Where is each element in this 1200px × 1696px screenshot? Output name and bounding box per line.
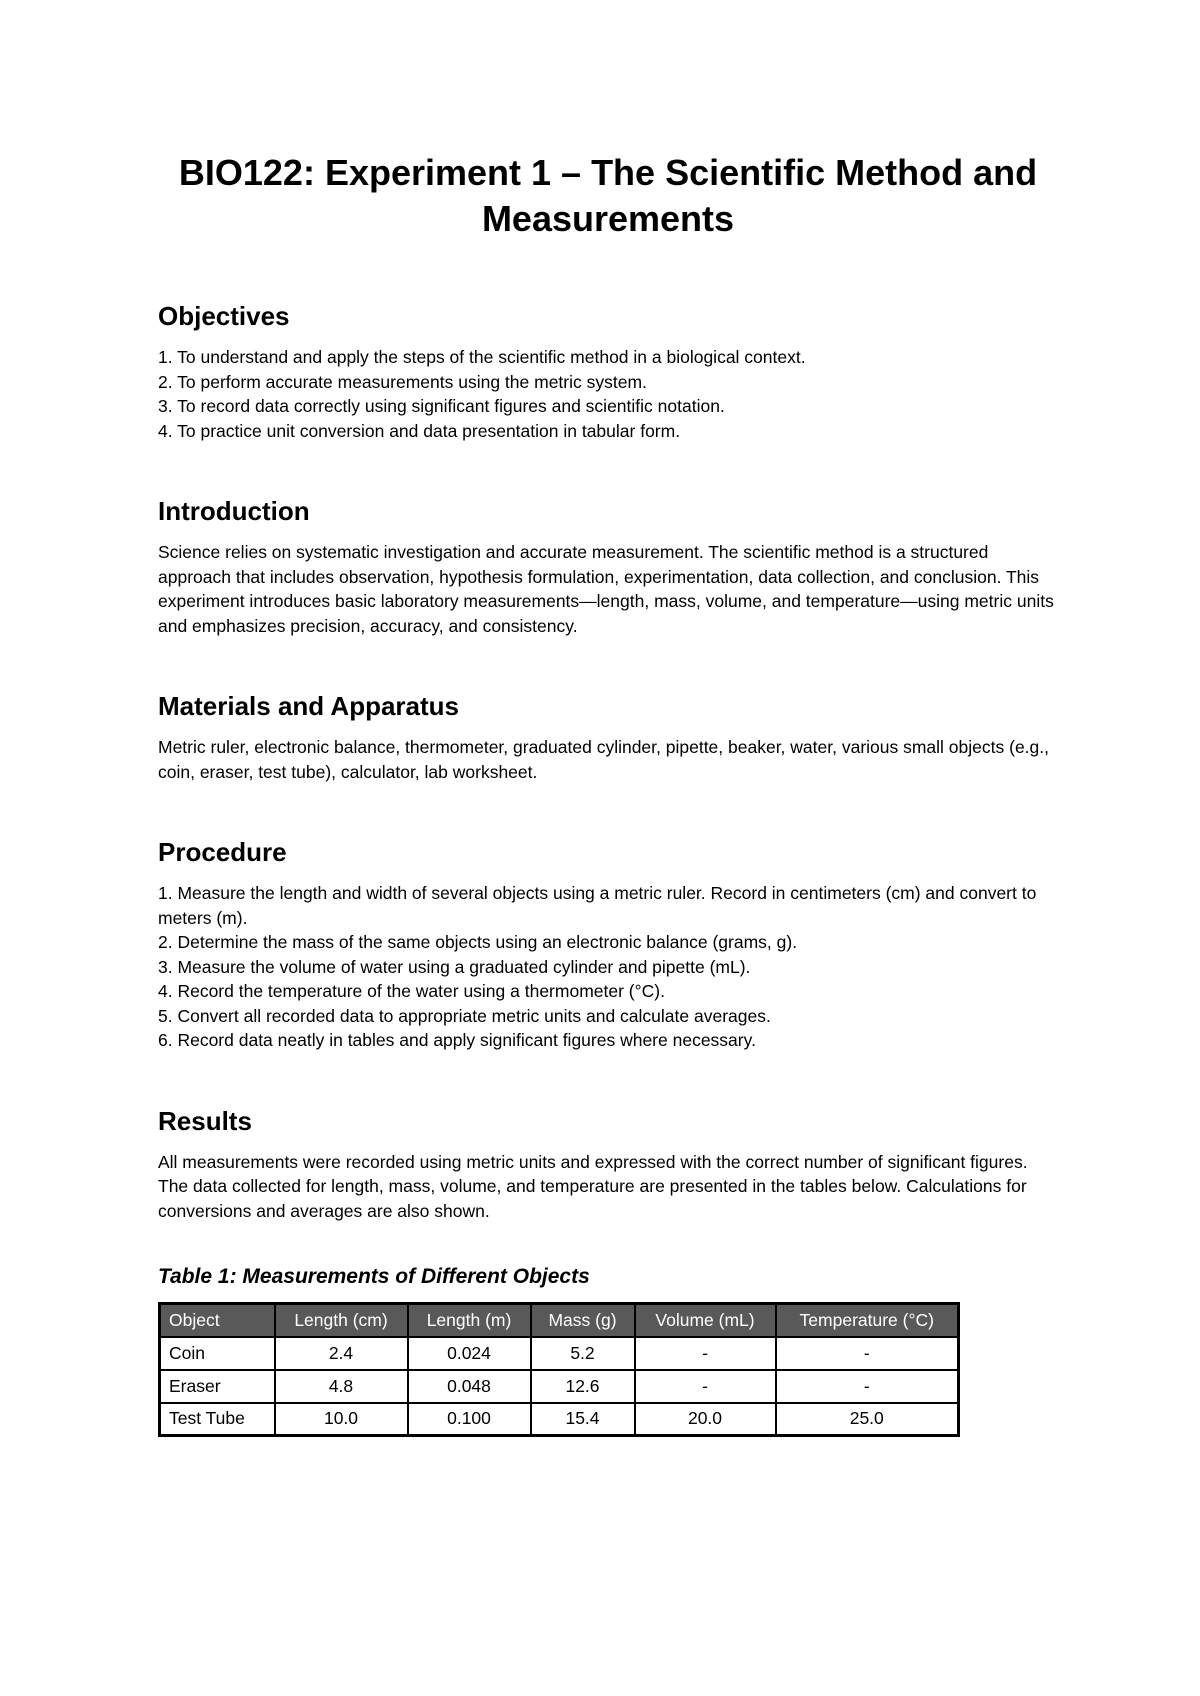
document-page <box>158 150 1058 1437</box>
procedure-step: 1. Measure the length and width of several objects using a metric ruler. Record in centimeters (cm) and convert to meters (m). <box>158 883 1037 928</box>
table-header-row <box>160 1304 959 1337</box>
measurements-table <box>158 1302 960 1437</box>
table-cell: - <box>635 1337 776 1370</box>
table-cell: Coin <box>160 1337 275 1370</box>
table-cell: 5.2 <box>531 1337 635 1370</box>
table-header-cell: Mass (g) <box>531 1304 635 1337</box>
table-row <box>160 1370 959 1403</box>
table-header-cell: Length (m) <box>408 1304 531 1337</box>
results-paragraph: All measurements were recorded using metric units and expressed with the correct number of significant figures. The data collected for length, mass, volume, and temperature are presented in the tables below. Calculations for conversions and averages are also shown. <box>158 1151 1028 1221</box>
results-heading: Results <box>158 1105 252 1136</box>
introduction-paragraph: Science relies on systematic investigation and accurate measurement. The scientific method is a structured approach that includes observation, hypothesis formulation, experimentation, data collection, and conclusion. This experiment introduces basic laboratory measurements—length, mass, volume, and temperature—using metric units and emphasizes precision, accuracy, and consistency. <box>158 542 1054 636</box>
objective-item: 3. To record data correctly using significant figures and scientific notation. <box>158 396 725 416</box>
table-cell: 0.100 <box>408 1403 531 1436</box>
objective-item: 1. To understand and apply the steps of the scientific method in a biological context. <box>158 347 806 367</box>
procedure-step: 5. Convert all recorded data to appropriate metric units and calculate averages. <box>158 1005 771 1026</box>
materials-heading: Materials and Apparatus <box>158 691 460 721</box>
table-cell: Test Tube <box>160 1403 275 1436</box>
table-cell: 12.6 <box>531 1370 635 1403</box>
table-header-cell: Temperature (°C) <box>776 1304 959 1337</box>
procedure-step: 6. Record data neatly in tables and apply significant figures where necessary. <box>158 1030 756 1050</box>
table-caption: Table 1: Measurements of Different Objects <box>158 1265 590 1288</box>
page-title: BIO122: Experiment 1 – The Scientific Method and Measurements <box>178 152 1038 239</box>
procedure-step: 3. Measure the volume of water using a graduated cylinder and pipette (mL). <box>158 956 751 977</box>
objective-item: 2. To perform accurate measurements using the metric system. <box>158 371 647 392</box>
objective-item: 4. To practice unit conversion and data presentation in tabular form. <box>158 420 681 441</box>
table-row <box>160 1403 959 1436</box>
procedure-step: 2. Determine the mass of the same objects using an electronic balance (grams, g). <box>158 932 798 952</box>
table-cell: 10.0 <box>275 1403 408 1436</box>
table-cell: 4.8 <box>275 1370 408 1403</box>
table-cell: - <box>776 1370 959 1403</box>
objectives-heading: Objectives <box>158 301 290 331</box>
table-cell: 25.0 <box>776 1403 959 1436</box>
procedure-heading: Procedure <box>158 837 287 867</box>
table-cell: 15.4 <box>531 1403 635 1436</box>
introduction-heading: Introduction <box>158 496 310 526</box>
procedure-step: 4. Record the temperature of the water using a thermometer (°C). <box>158 981 665 1001</box>
table-cell: - <box>776 1337 959 1370</box>
table-row <box>160 1337 959 1370</box>
table-cell: - <box>635 1370 776 1403</box>
procedure-list <box>158 881 1058 1053</box>
table-cell: 20.0 <box>635 1403 776 1436</box>
table-cell: 0.048 <box>408 1370 531 1403</box>
table-cell: 0.024 <box>408 1337 531 1370</box>
table-header-cell: Length (cm) <box>275 1304 408 1337</box>
table-cell: Eraser <box>160 1370 275 1403</box>
objectives-list <box>158 345 1058 443</box>
materials-paragraph: Metric ruler, electronic balance, thermometer, graduated cylinder, pipette, beaker, water, various small objects (e.g., coin, eraser, test tube), calculator, lab worksheet. <box>158 737 1049 782</box>
table-header-cell: Object <box>160 1304 275 1337</box>
table-cell: 2.4 <box>275 1337 408 1370</box>
table-header-cell: Volume (mL) <box>635 1304 776 1337</box>
